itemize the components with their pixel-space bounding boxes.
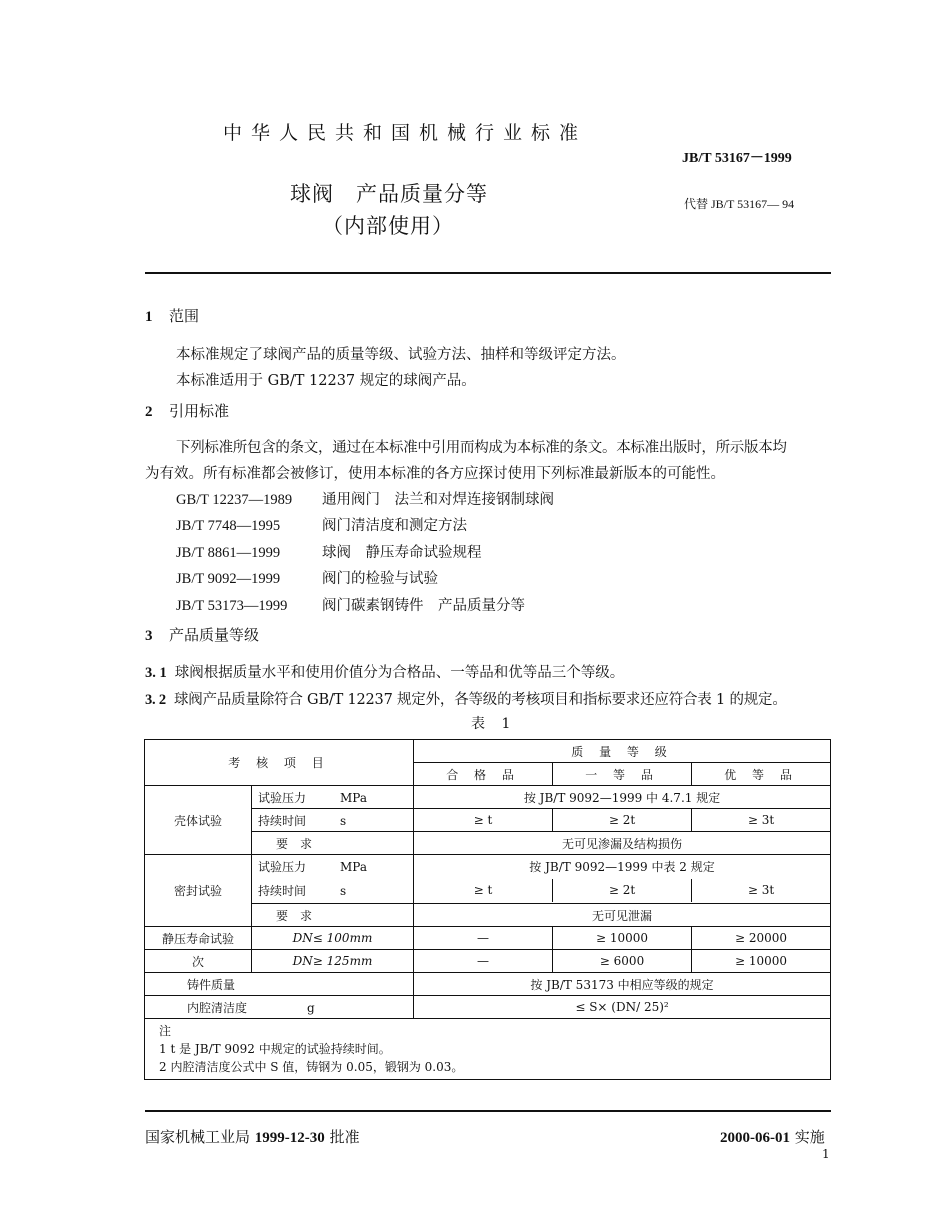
paragraph: 下列标准所包含的条文，通过在本标准中引用而构成为本标准的条文。本标准出版时，所示版本均 bbox=[176, 440, 787, 456]
requirement-cell: 无可见渗漏及结构损伤 bbox=[414, 832, 831, 855]
value-cell: ≥ 10000 bbox=[692, 950, 831, 973]
table-caption: 表 1 bbox=[471, 716, 517, 732]
value-cell: ≥ 3t bbox=[692, 809, 831, 832]
section-heading-1: 1 范围 bbox=[145, 307, 200, 325]
condition-cell: DN≤ 100mm bbox=[252, 927, 414, 950]
document-subtitle: （内部使用） bbox=[322, 214, 454, 238]
header-item: 考 核 项 目 bbox=[145, 740, 414, 786]
param-cell: 试验压力 MPa 持续时间 s bbox=[252, 855, 414, 904]
table-header-row bbox=[145, 740, 831, 763]
table-row bbox=[145, 973, 831, 996]
paragraph: 为有效。所有标准都会被修订，使用本标准的各方应探讨使用下列标准最新版本的可能性。 bbox=[145, 466, 725, 482]
value-cell: — bbox=[414, 927, 553, 950]
standard-number: JB/T 53167－1999 bbox=[682, 151, 792, 166]
reference-item: GB/T 12237—1989 通用阀门 法兰和对焊连接钢制球阀 bbox=[176, 492, 554, 508]
org-title: 中华人民共和国机械行业标准 bbox=[223, 122, 588, 144]
value-cell: ≥ 10000 bbox=[553, 927, 692, 950]
document-title: 球阀 产品质量分等 bbox=[290, 182, 488, 206]
reference-item: JB/T 53173—1999 阀门碳素钢铸件 产品质量分等 bbox=[176, 598, 525, 614]
effective-line: 2000-06-01 实施 bbox=[720, 1128, 825, 1146]
value-cell: ≥ 6000 bbox=[553, 950, 692, 973]
grade-qualified: 合 格 品 bbox=[414, 763, 553, 786]
value-cell: ≥ 20000 bbox=[692, 927, 831, 950]
life-test-label: 静压寿命试验 bbox=[145, 927, 252, 950]
table-row bbox=[145, 950, 831, 973]
value-cell: — bbox=[414, 950, 553, 973]
param-cell: 试验压力 MPa bbox=[252, 786, 414, 809]
header-grade: 质 量 等 级 bbox=[414, 740, 831, 763]
footer-divider bbox=[145, 1110, 831, 1112]
table-row bbox=[145, 786, 831, 809]
section-heading-2: 2 引用标准 bbox=[145, 402, 230, 420]
param-cell: 要 求 bbox=[252, 832, 414, 855]
grade-superior: 优 等 品 bbox=[692, 763, 831, 786]
value-cell: ≥ 2t bbox=[553, 809, 692, 832]
clause-3-1: 3. 1 球阀根据质量水平和使用价值分为合格品、一等品和优等品三个等级。 bbox=[145, 665, 625, 681]
table-row bbox=[145, 927, 831, 950]
issuer-line: 国家机械工业局 1999-12-30 批准 bbox=[145, 1128, 360, 1146]
condition-cell: DN≥ 125mm bbox=[252, 950, 414, 973]
quality-grade-table bbox=[144, 739, 831, 1080]
seal-requirement-group: 按 JB/T 9092—1999 中表 2 规定 ≥ t ≥ 2t ≥ 3t bbox=[414, 855, 831, 904]
cleanliness-label: 内腔清洁度 g bbox=[145, 996, 414, 1019]
section-heading-3: 3 产品质量等级 bbox=[145, 626, 260, 644]
table-row bbox=[145, 855, 831, 904]
paragraph: 本标准规定了球阀产品的质量等级、试验方法、抽样和等级评定方法。 bbox=[176, 347, 626, 363]
header-divider bbox=[145, 272, 831, 274]
replaces-note: 代替 JB/T 53167— 94 bbox=[684, 197, 795, 211]
casting-quality-label: 铸件质量 bbox=[145, 973, 414, 996]
life-test-unit: 次 bbox=[145, 950, 252, 973]
clause-3-2: 3. 2 球阀产品质量除符合 GB/T 12237 规定外，各等级的考核项目和指标要求还应符合表 1 的规定。 bbox=[145, 692, 787, 708]
grade-first: 一 等 品 bbox=[553, 763, 692, 786]
reference-item: JB/T 8861—1999 球阀 静压寿命试验规程 bbox=[176, 545, 482, 561]
page-number: 1 bbox=[822, 1147, 830, 1161]
table-notes-row bbox=[145, 1019, 831, 1080]
requirement-cell: 按 JB/T 53173 中相应等级的规定 bbox=[414, 973, 831, 996]
requirement-cell: 无可见泄漏 bbox=[414, 904, 831, 927]
table-notes: 注 1 t 是 JB/T 9092 中规定的试验持续时间。 2 内腔清洁度公式中 S 值，铸钢为 0.05，锻钢为 0.03。 bbox=[145, 1019, 831, 1080]
seal-test-label: 密封试验 bbox=[145, 855, 252, 927]
reference-item: JB/T 9092—1999 阀门的检验与试验 bbox=[176, 571, 438, 587]
value-cell: ≥ t bbox=[414, 809, 553, 832]
param-cell: 要 求 bbox=[252, 904, 414, 927]
shell-test-label: 壳体试验 bbox=[145, 786, 252, 855]
paragraph: 本标准适用于 GB/T 12237 规定的球阀产品。 bbox=[176, 373, 476, 389]
requirement-cell: 按 JB/T 9092—1999 中 4.7.1 规定 bbox=[414, 786, 831, 809]
param-cell: 持续时间 s bbox=[252, 809, 414, 832]
requirement-cell: ≤ S× (DN/ 25)² bbox=[414, 996, 831, 1019]
table-row bbox=[145, 996, 831, 1019]
reference-item: JB/T 7748—1995 阀门清洁度和测定方法 bbox=[176, 518, 467, 534]
